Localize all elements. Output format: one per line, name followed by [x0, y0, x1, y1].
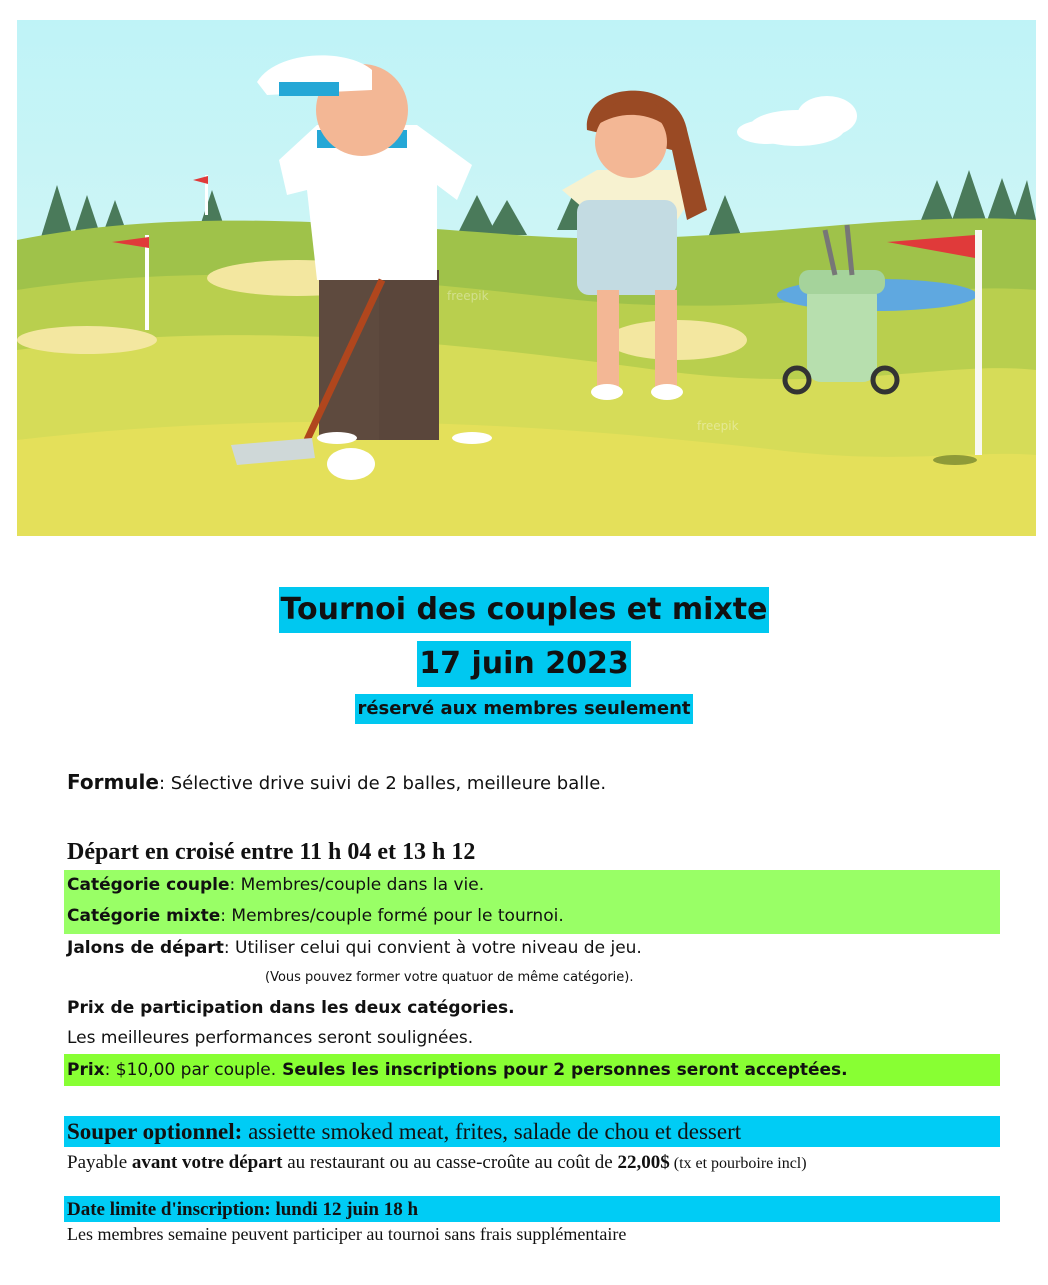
souper-label: Souper optionnel: [67, 1119, 243, 1144]
payable-line [67, 1149, 997, 1178]
prix-label: Prix [67, 1060, 105, 1080]
jalons-line [67, 934, 997, 962]
formule-label: Formule [67, 770, 159, 794]
prix-line [64, 1054, 1000, 1086]
jalons-text: : Utiliser celui qui convient à votre niveau de jeu. [223, 938, 642, 958]
category-couple-text: : Membres/couple dans la vie. [229, 875, 485, 895]
hero-illustration [17, 20, 1036, 536]
deadline-line: Date limite d'inscription: lundi 12 juin 18 h [64, 1196, 1000, 1222]
participation-heading: Prix de participation dans les deux catégories. [67, 998, 515, 1018]
category-mixte-label: Catégorie mixte [67, 906, 221, 926]
jalons-note: (Vous pouvez former votre quatuor de même catégorie). [265, 970, 634, 985]
depart-heading: Départ en croisé entre 11 h 04 et 13 h 12 [67, 839, 476, 865]
watermark-text: freepik [697, 419, 739, 433]
payable-bold: avant votre départ [131, 1152, 283, 1173]
payable-mid: au restaurant ou au casse-croûte au coût de [282, 1152, 618, 1173]
souper-line [64, 1116, 1000, 1147]
deadline-note: Les membres semaine peuvent participer au tournoi sans frais supplémentaire [67, 1224, 627, 1244]
title-text: Tournoi des couples et mixte [279, 587, 770, 633]
formule-line [67, 768, 997, 798]
category-couple-line [64, 870, 1000, 901]
formule-text: : Sélective drive suivi de 2 balles, meilleure balle. [158, 773, 607, 794]
participation-text: Les meilleures performances seront soulignées. [67, 1028, 474, 1048]
title-line-2 [0, 641, 1048, 687]
category-couple-label: Catégorie couple [67, 875, 230, 895]
title-line-1 [0, 587, 1048, 633]
payable-pre: Payable [67, 1152, 132, 1173]
payable-note: (tx et pourboire incl) [669, 1155, 807, 1172]
category-mixte-text: : Membres/couple formé pour le tournoi. [220, 906, 564, 926]
payable-price: 22,00$ [617, 1152, 670, 1173]
prix-text: : $10,00 par couple. [104, 1060, 277, 1080]
category-mixte-line [64, 901, 1000, 934]
title-line-3 [0, 694, 1048, 724]
souper-text: assiette smoked meat, frites, salade de chou et dessert [242, 1119, 742, 1144]
event-date: 17 juin 2023 [417, 641, 630, 687]
jalons-label: Jalons de départ [67, 938, 224, 958]
members-only-note: réservé aux membres seulement [355, 694, 692, 724]
prix-emphasis: Seules les inscriptions pour 2 personnes seront acceptées. [276, 1060, 848, 1080]
watermark-text: freepik [447, 289, 489, 303]
